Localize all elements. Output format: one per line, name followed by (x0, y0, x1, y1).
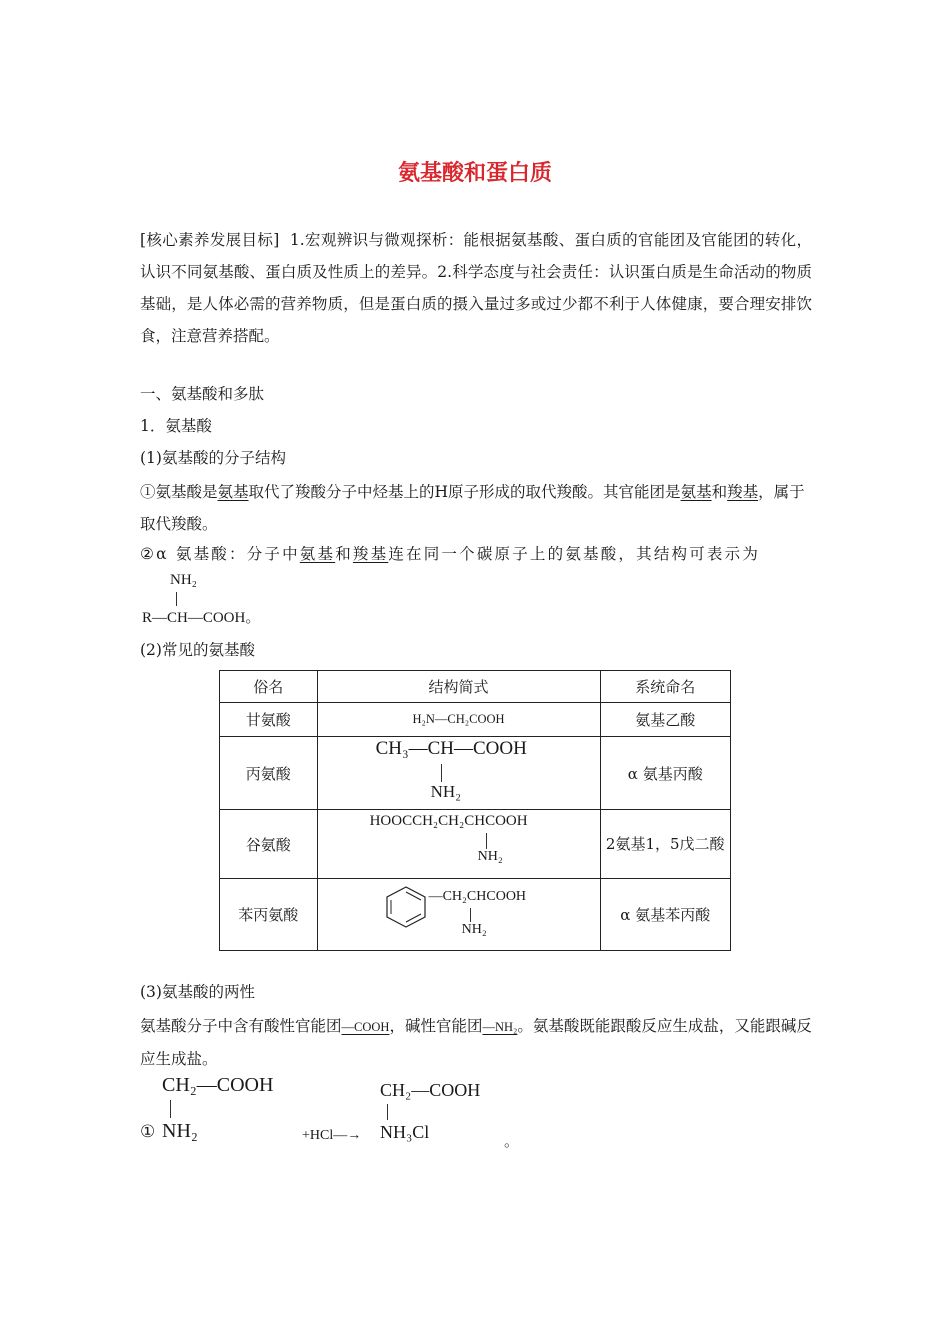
page-title: 氨基酸和蛋白质 (397, 161, 552, 186)
bond-line (470, 908, 471, 922)
bond-line (387, 1104, 388, 1120)
subsection-heading: 1．氨基酸 (140, 417, 212, 435)
table-row: 苯丙氨酸 —CH₂CHCOOH NH₂ α 氨基苯丙酸 (220, 879, 731, 951)
bond-line (486, 833, 487, 849)
benzene-ring-icon (382, 885, 430, 929)
amino-acid-table (219, 670, 731, 951)
blank-answer: 羧 (727, 483, 743, 501)
intro-paragraph (140, 224, 812, 352)
bond-line (441, 764, 442, 782)
subsection-amphoteric: (3)氨基酸的两性 (140, 983, 255, 1001)
blank-answer: 氨基 (299, 545, 336, 563)
blank-answer: —NH₂ (482, 1020, 518, 1034)
table-row: 丙氨酸 CH₃—CH—COOH NH₂ α 氨基丙酸 (220, 737, 731, 810)
table-header-row (220, 671, 731, 703)
table-row: 谷氨酸 HOOCCH₂CH₂CHCOOH NH₂ 2氨基1，5戊二酸 (220, 810, 731, 879)
intro-text: 1.宏观辨识与微观探析：能根据氨基酸、蛋白质的官能团及官能团的转化，认识不同氨基酸、蛋白质及性质上的差异。2.科学态度与社会责任：认识蛋白质是生命活动的物质基础，是人体必需的营养物质，但是蛋白质的摄入量过多或过少都不利于人体健康，要合理安排饮食，注意营养搭配。 (140, 231, 813, 345)
section-heading: 一、氨基酸和多肽 (140, 385, 265, 403)
blank-answer: 羧基 (352, 545, 389, 563)
blank-answer: 基 (742, 483, 759, 501)
subsection-structure: (1)氨基酸的分子结构 (140, 449, 286, 467)
alanine-formula: CH₃—CH—COOH NH₂ (375, 738, 527, 801)
phenylalanine-formula: —CH₂CHCOOH NH₂ (318, 881, 600, 949)
table-header: 俗名 (220, 671, 318, 703)
subsection-common: (2)常见的氨基酸 (140, 641, 255, 659)
glutamic-formula: HOOCCH₂CH₂CHCOOH NH₂ (369, 813, 528, 864)
blank-answer: 氨基 (217, 483, 249, 501)
table-header: 结构简式 (317, 671, 600, 703)
paragraph-amphoteric: 氨基酸分子中含有酸性官能团—COOH，碱性官能团—NH₂。氨基酸既能跟酸反应生成盐，又能跟碱反应生成盐。 (140, 1017, 812, 1068)
blank-answer: —COOH (341, 1020, 390, 1034)
intro-tag: [核心素养发展目标] (140, 231, 280, 249)
table-header: 系统命名 (600, 671, 731, 703)
bond-line (176, 592, 177, 606)
table-row: 甘氨酸 H₂N—CH₂COOH 氨基乙酸 (220, 703, 731, 737)
paragraph-definition: ①氨基酸是氨基取代了羧酸分子中烃基上的H原子形成的取代羧酸。其官能团是氨基和羧基，属于取代羧酸。 (140, 483, 805, 533)
bond-line (170, 1100, 171, 1118)
general-formula: NH₂ R—CH—COOH。 (142, 572, 261, 626)
reaction-equation: ① CH₂—COOH NH₂ +HCl—→ CH₂—COOH NH₃Cl 。 (140, 1074, 520, 1150)
paragraph-alpha-amino: ②α 氨基酸：分子中氨基和羧基连在同一个碳原子上的氨基酸，其结构可表示为 (140, 545, 761, 563)
blank-answer: 氨基 (680, 483, 712, 501)
